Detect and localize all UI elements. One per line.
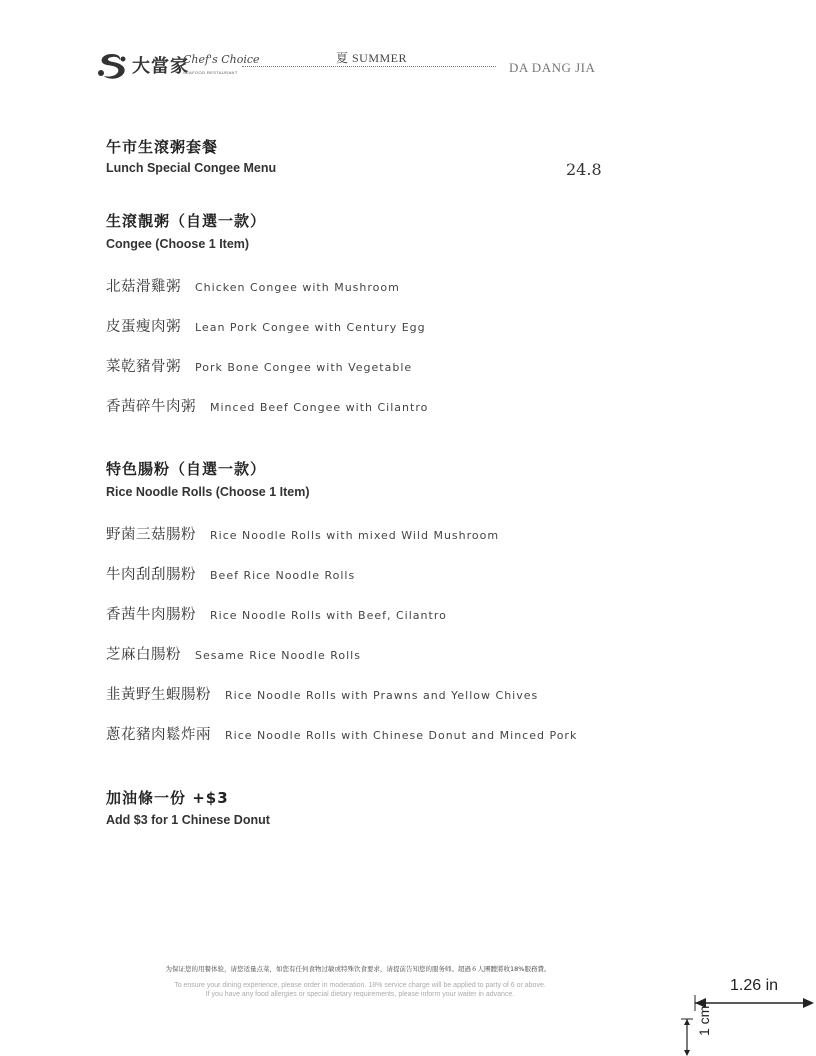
congee-title-en: Congee (Choose 1 Item) [106,237,250,251]
item-name-cn: 芝麻白腸粉 [106,647,181,663]
logo-english-name: Chef's Choice [183,53,260,66]
item-name-cn: 菜乾豬骨粥 [106,359,181,375]
list-item [106,563,355,583]
width-dimension-label: 1.26 in [730,977,779,994]
height-dimension-label: 1 cm [696,1005,712,1036]
item-name-en: Chicken Congee with Mushroom [195,281,400,294]
item-name-en: Minced Beef Congee with Cilantro [210,401,429,414]
logo-chinese-name: 大當家 [132,56,189,77]
item-name-en: Rice Noodle Rolls with Prawns and Yellow Chives [225,689,539,702]
lunch-title-en: Lunch Special Congee Menu [106,161,277,175]
addon-title-cn: 加油條一份 +$3 [106,789,229,807]
rolls-title-en: Rice Noodle Rolls (Choose 1 Item) [106,485,310,499]
item-name-en: Sesame Rice Noodle Rolls [195,649,361,662]
logo-icon [94,51,130,81]
congee-title-cn: 生滾靚粥（自選一款） [106,212,267,230]
item-name-en: Rice Noodle Rolls with Beef, Cilantro [210,609,447,622]
list-item [106,395,428,415]
item-name-cn: 韭黃野生蝦腸粉 [106,687,211,703]
list-item [106,643,361,663]
item-name-cn: 香茜牛肉腸粉 [106,607,196,623]
item-name-en: Rice Noodle Rolls with mixed Wild Mushroom [210,529,500,542]
header-dotted-rule [242,66,496,67]
item-name-en: Pork Bone Congee with Vegetable [195,361,413,374]
addon-title-en: Add $3 for 1 Chinese Donut [106,813,270,827]
list-item [106,275,400,295]
item-name-cn: 北菇滑雞粥 [106,279,181,295]
lunch-price: 24.8 [566,160,602,179]
item-name-cn: 蔥花豬肉鬆炸兩 [106,727,211,743]
footer-note-en-2: If you have any food allergies or special dietary requirements, please inform your waiter in advance. [205,991,515,998]
item-name-cn: 皮蛋瘦肉粥 [106,319,181,335]
logo-subtitle: SEAFOOD RESTAURANT [183,70,238,75]
season-label: 夏 SUMMER [336,51,408,65]
item-name-cn: 香茜碎牛肉粥 [106,399,196,415]
list-item [106,683,538,703]
rolls-title-cn: 特色腸粉（自選一款） [106,460,267,478]
list-item [106,523,499,543]
list-item [106,603,447,623]
lunch-title-cn: 午市生滾粥套餐 [106,138,219,156]
footer-note-en-1: To ensure your dining experience, please order in moderation. 18% service charge will be applied to party of 6 or above. [174,982,546,989]
list-item [106,355,412,375]
list-item [106,315,426,335]
item-name-cn: 牛肉刮刮腸粉 [106,567,196,583]
list-item [106,723,577,743]
footer-note-cn: 为保证您的用餐体验，请您适量点菜，如您有任何食物过敏或特殊饮食要求，请提前告知您的服务师。超過６人團體將收18%服務費。 [165,965,551,973]
height-dimension-arrow [680,1015,694,1056]
item-name-en: Lean Pork Congee with Century Egg [195,321,426,334]
item-name-en: Rice Noodle Rolls with Chinese Donut and Minced Pork [225,729,578,742]
brand-name: DA DANG JIA [509,60,596,75]
item-name-en: Beef Rice Noodle Rolls [210,569,356,582]
item-name-cn: 野菌三菇腸粉 [106,527,196,543]
